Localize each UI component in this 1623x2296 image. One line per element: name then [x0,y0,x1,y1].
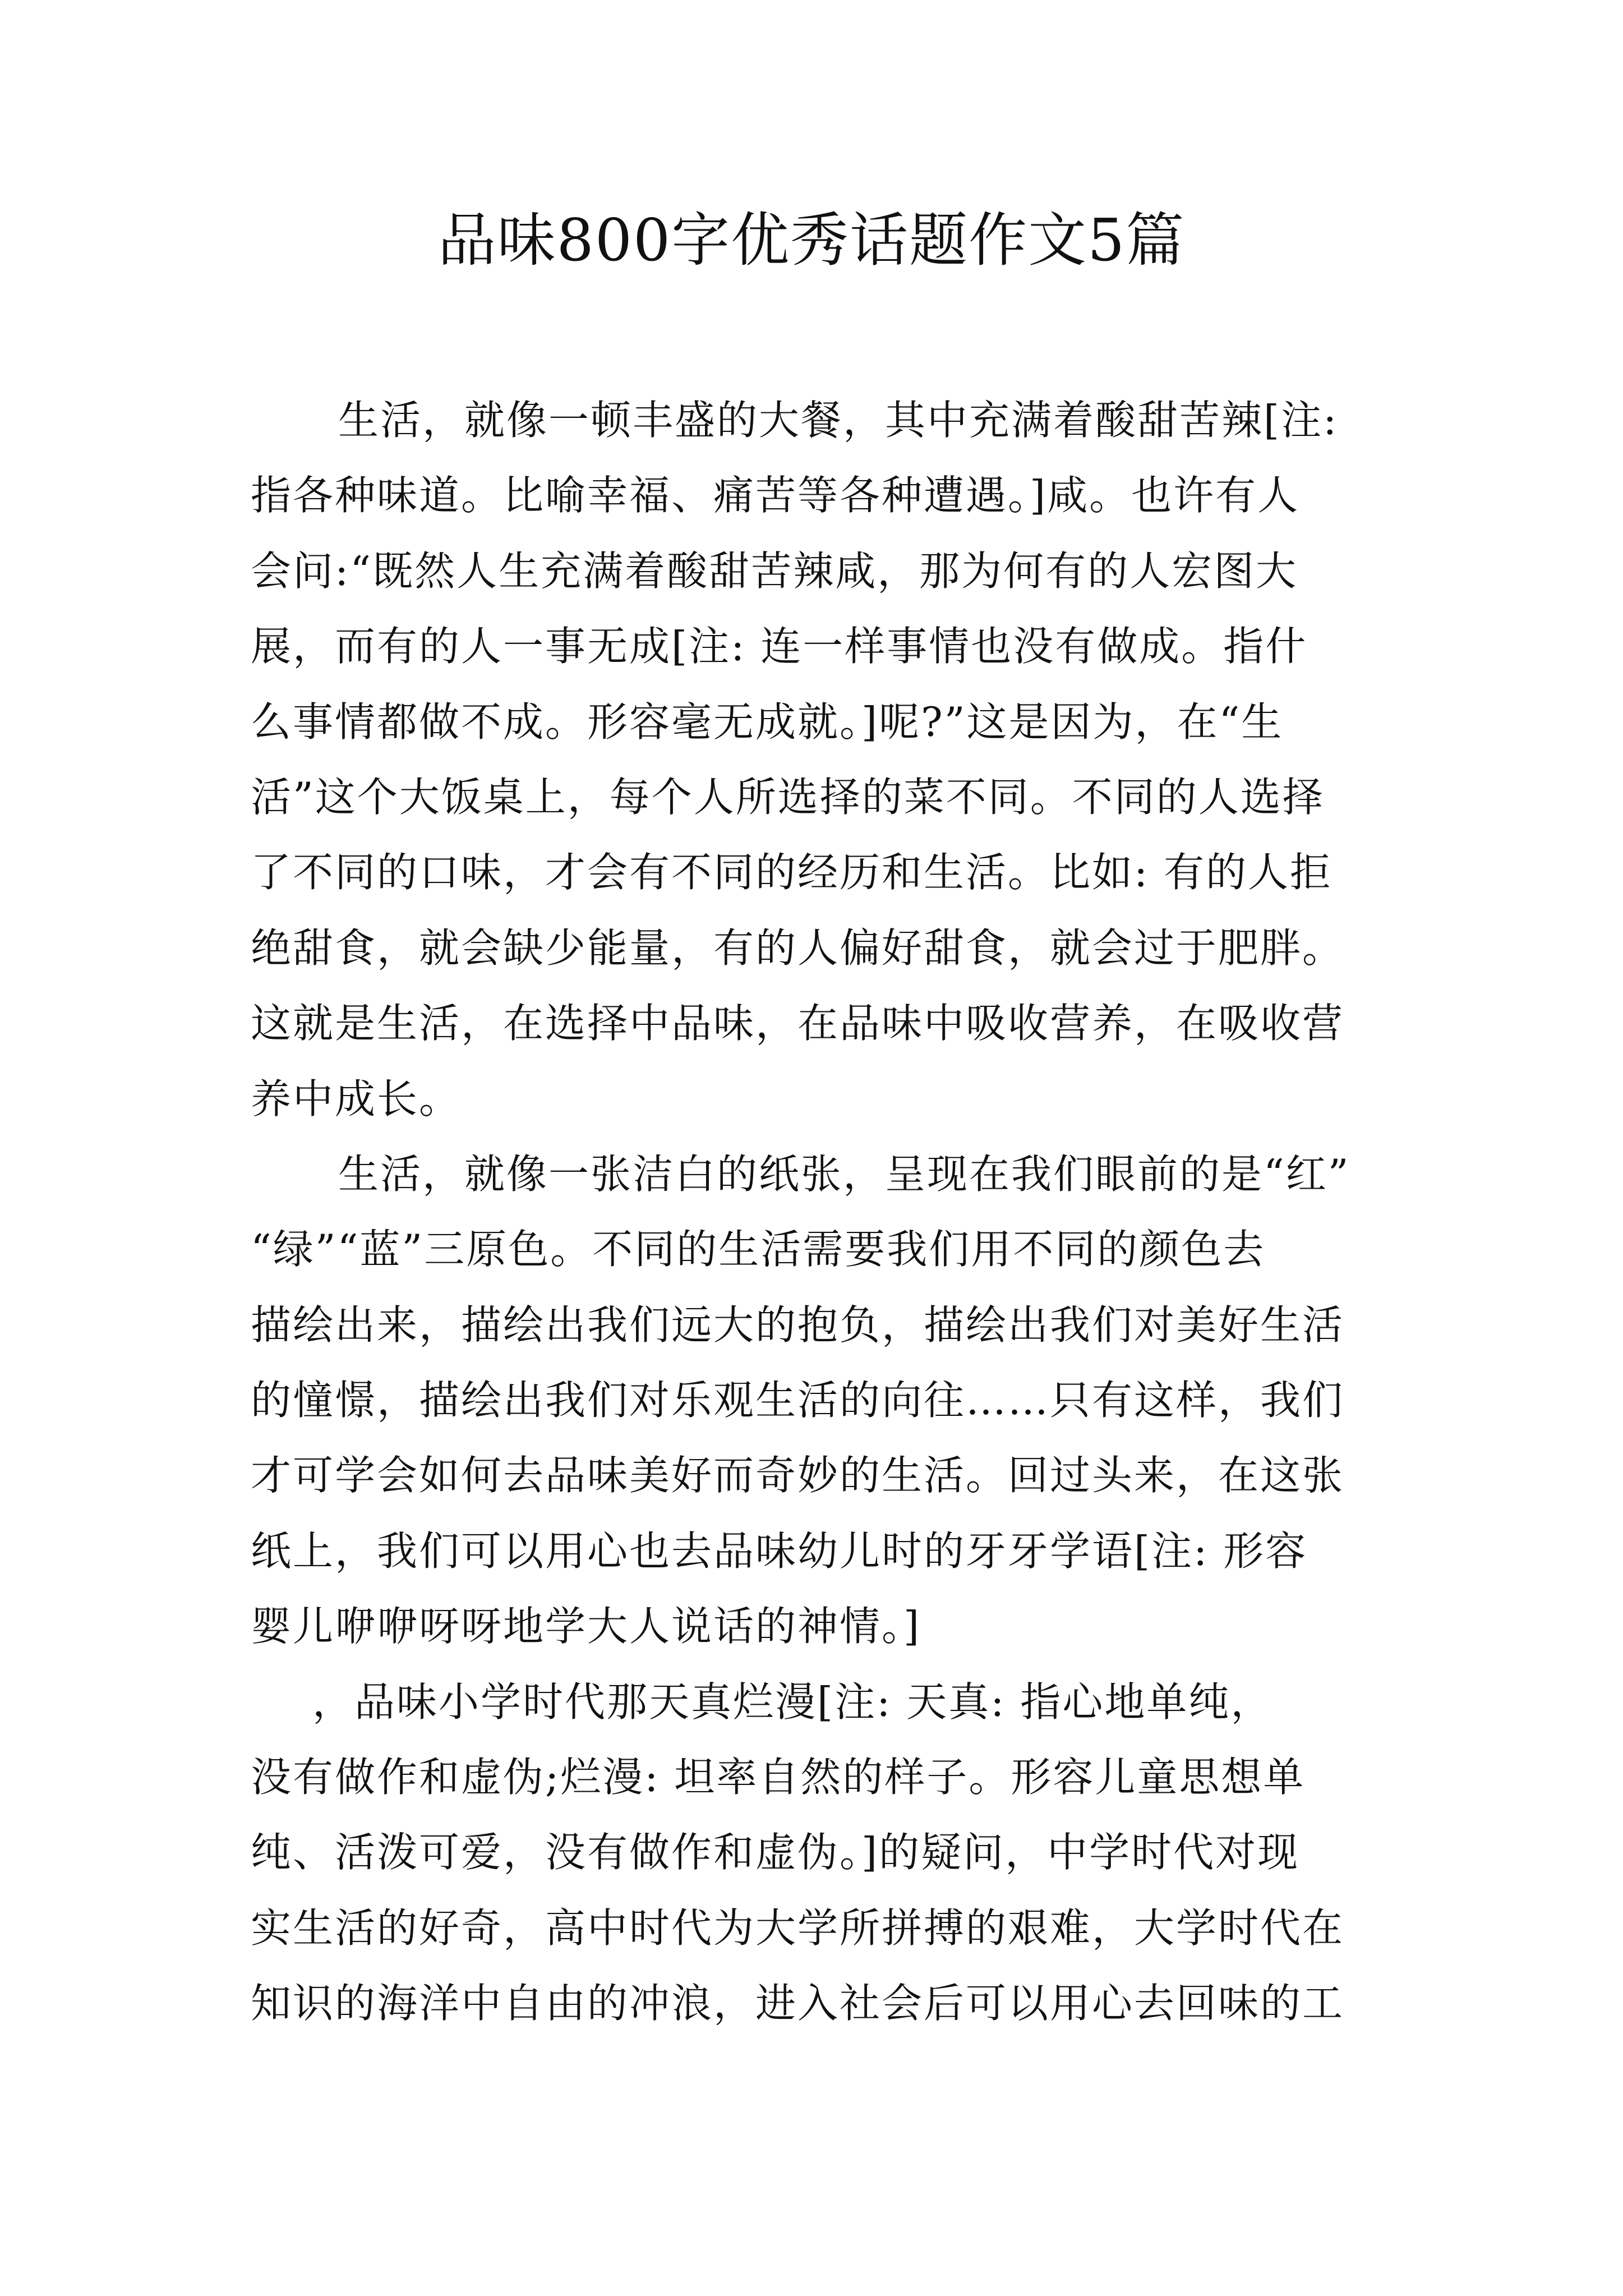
paragraph-line: 这就是生活，在选择中品味，在品味中吸收营养，在吸收营 [251,1000,1345,1047]
paragraph-line: 展，而有的人一事无成[注: 连一样事情也没有做成。指什 [251,623,1308,670]
paragraph-line: 生活，就像一顿丰盛的大餐，其中充满着酸甜苦辣[注: [338,397,1339,444]
paragraph-line: 会问:“既然人生充满着酸甜苦辣咸，那为何有的人宏图大 [251,547,1298,595]
paragraph-line: 实生活的好奇，高中时代为大学所拼搏的艰难，大学时代在 [251,1904,1345,1952]
paragraph-line: 纸上，我们可以用心也去品味幼儿时的牙牙学语[注: 形容 [251,1527,1308,1575]
paragraph-line: 没有做作和虚伪;烂漫: 坦率自然的样子。形容儿童思想单 [251,1754,1306,1801]
paragraph-line: 了不同的口味，才会有不同的经历和生活。比如: 有的人拒 [251,849,1332,896]
paragraph-line: 么事情都做不成。形容毫无成就。]呢?”这是因为，在“生 [251,698,1284,746]
paragraph-line: 生活，就像一张洁白的纸张，呈现在我们眼前的是“红” [338,1150,1350,1198]
paragraph-line: 绝甜食，就会缺少能量，有的人偏好甜食，就会过于肥胖。 [251,924,1345,972]
paragraph-line: “绿”“蓝”三原色。不同的生活需要我们用不同的颜色去 [251,1226,1266,1273]
paragraph-line: ，品味小学时代那天真烂漫[注: 天真: 指心地单纯， [312,1678,1273,1726]
paragraph-line: 才可学会如何去品味美好而奇妙的生活。回过头来，在这张 [251,1452,1345,1499]
paragraph-line: 描绘出来，描绘出我们远大的抱负，描绘出我们对美好生活 [251,1301,1345,1349]
document-body [251,383,1379,2041]
document-title: 品味800字优秀话题作文5篇 [437,206,1186,274]
paragraph-line: 婴儿咿咿呀呀地学大人说话的神情。] [251,1603,921,1650]
paragraph-line: 养中成长。 [251,1075,462,1122]
paragraph-line: 指各种味道。比喻幸福、痛苦等各种遭遇。]咸。也许有人 [251,472,1300,519]
paragraph-line: 纯、活泼可爱，没有做作和虚伪。]的疑问，中学时代对现 [251,1829,1300,1876]
paragraph-line: 的憧憬，描绘出我们对乐观生活的向往……只有这样，我们 [251,1377,1345,1424]
paragraph-line: 活”这个大饭桌上，每个人所选择的菜不同。不同的人选择 [251,773,1325,821]
paragraph-line: 知识的海洋中自由的冲浪，进入社会后可以用心去回味的工 [251,1980,1345,2027]
